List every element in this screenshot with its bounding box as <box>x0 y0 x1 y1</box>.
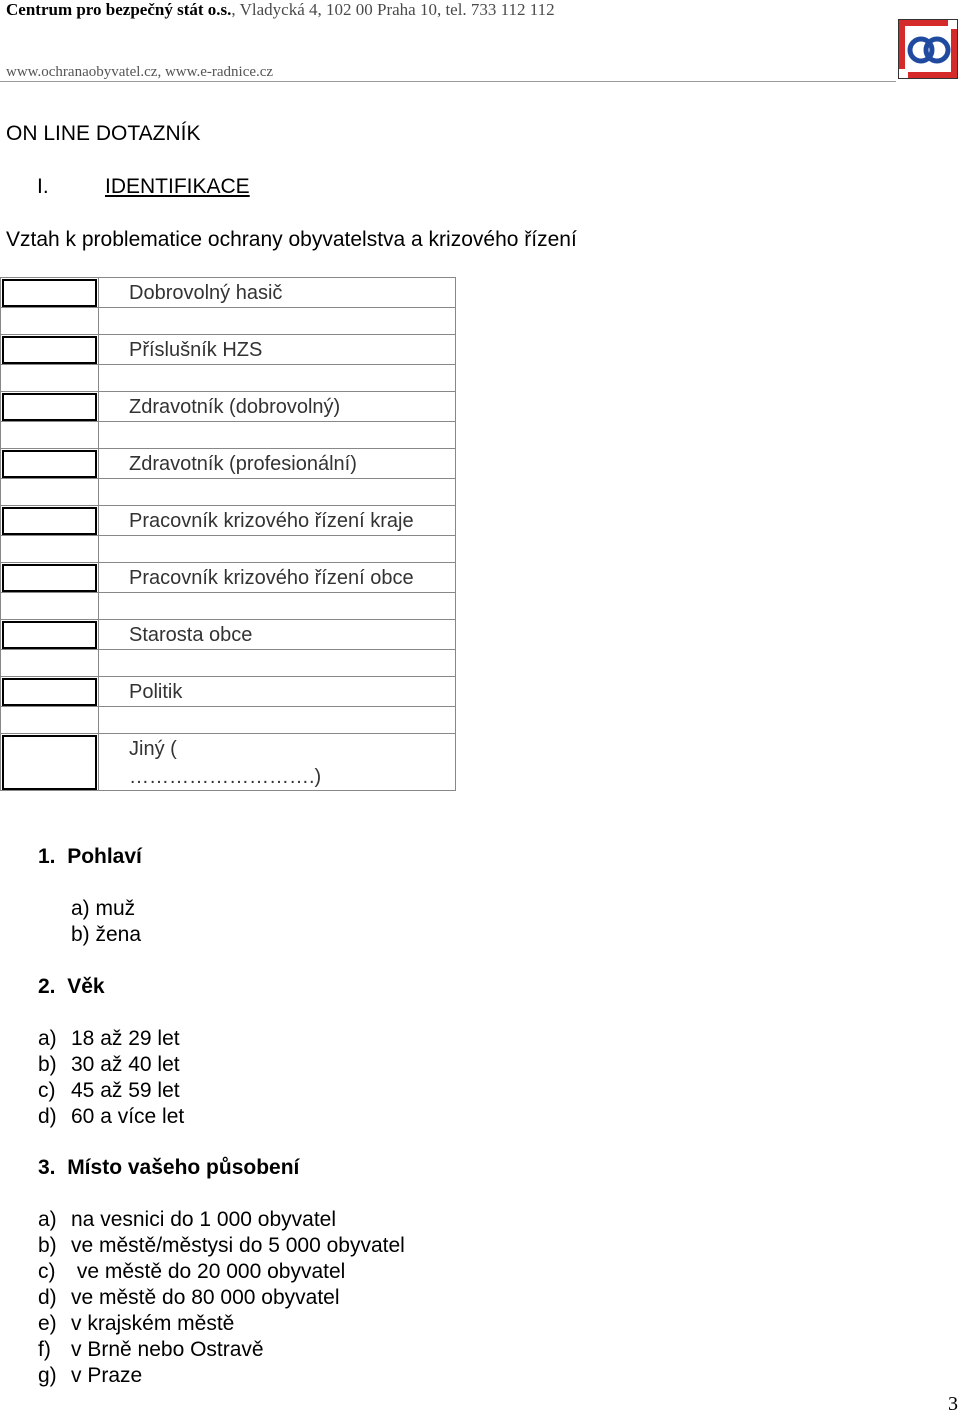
question-title: Pohlaví <box>67 845 142 868</box>
role-label: Zdravotník (dobrovolný) <box>98 392 456 421</box>
table-spacer-row <box>1 707 456 734</box>
role-checkbox-other[interactable] <box>2 735 97 790</box>
question-number: 3. <box>38 1156 56 1179</box>
role-label: Starosta obce <box>98 620 456 649</box>
co-logo-icon <box>898 19 958 79</box>
role-row <box>1 620 456 650</box>
role-label: Příslušník HZS <box>98 335 456 364</box>
other-role-blank: ……………………….) <box>129 766 322 788</box>
role-row <box>1 677 456 707</box>
role-label: Zdravotník (profesionální) <box>98 449 456 478</box>
role-label: Pracovník krizového řízení kraje <box>98 506 456 535</box>
table-spacer-row <box>1 650 456 677</box>
question-3-option[interactable]: b) ve městě/městysi do 5 000 obyvatel <box>38 1234 405 1257</box>
question-3-option[interactable]: e) v krajském městě <box>38 1312 235 1335</box>
role-row <box>1 449 456 479</box>
question-title: Místo vašeho působení <box>67 1156 300 1179</box>
header-organization <box>6 0 555 20</box>
question-title: Věk <box>67 975 105 998</box>
other-role-prefix: Jiný ( <box>129 738 177 760</box>
question-3-option[interactable]: g) v Praze <box>38 1364 143 1387</box>
question-1-option[interactable]: b) žena <box>71 923 142 946</box>
question-2-option[interactable]: c) 45 až 59 let <box>38 1079 180 1102</box>
role-checkbox[interactable] <box>2 678 97 706</box>
question-3-option[interactable]: d) ve městě do 80 000 obyvatel <box>38 1286 340 1309</box>
question-3-option[interactable]: f) v Brně nebo Ostravě <box>38 1338 264 1361</box>
question-number: 1. <box>38 845 56 868</box>
role-checkbox[interactable] <box>2 564 97 592</box>
header-divider <box>0 81 896 82</box>
question-1-heading <box>38 845 142 869</box>
role-row <box>1 563 456 593</box>
table-spacer-row <box>1 593 456 620</box>
organization-name: Centrum pro bezpečný stát o.s. <box>6 0 232 19</box>
table-spacer-row <box>1 536 456 563</box>
question-number: 2. <box>38 975 56 998</box>
question-3-heading <box>38 1156 299 1180</box>
role-row <box>1 335 456 365</box>
question-2-heading <box>38 975 105 999</box>
section-number: I. <box>37 175 49 198</box>
table-spacer-row <box>1 422 456 449</box>
section-heading <box>37 175 250 199</box>
role-checkbox[interactable] <box>2 393 97 421</box>
question-1-option[interactable]: a) muž <box>71 897 136 920</box>
table-spacer-row <box>1 365 456 392</box>
role-label-other <box>98 734 456 790</box>
question-3-option[interactable]: c) ve městě do 20 000 obyvatel <box>38 1260 346 1283</box>
question-3-option[interactable]: a) na vesnici do 1 000 obyvatel <box>38 1208 337 1231</box>
table-spacer-row <box>1 479 456 506</box>
role-checkbox[interactable] <box>2 279 97 307</box>
section-name: IDENTIFIKACE <box>105 175 250 198</box>
roles-table <box>0 277 456 791</box>
question-2-option[interactable]: b) 30 až 40 let <box>38 1053 180 1076</box>
role-label: Dobrovolný hasič <box>98 278 456 307</box>
role-row <box>1 392 456 422</box>
question-2-option[interactable]: d) 60 a více let <box>38 1105 185 1128</box>
role-row <box>1 278 456 308</box>
page-title: ON LINE DOTAZNÍK <box>6 122 201 145</box>
role-checkbox[interactable] <box>2 507 97 535</box>
table-spacer-row <box>1 308 456 335</box>
role-label: Pracovník krizového řízení obce <box>98 563 456 592</box>
page-number: 3 <box>948 1393 958 1415</box>
organization-address: , Vladycká 4, 102 00 Praha 10, tel. 733 112 112 <box>231 0 555 19</box>
role-row-other <box>1 734 456 791</box>
role-label: Politik <box>98 677 456 706</box>
question-2-option[interactable]: a) 18 až 29 let <box>38 1027 180 1050</box>
header-websites: www.ochranaobyvatel.cz, www.e-radnice.cz <box>6 64 274 80</box>
role-checkbox[interactable] <box>2 450 97 478</box>
role-checkbox[interactable] <box>2 621 97 649</box>
role-checkbox[interactable] <box>2 336 97 364</box>
section-subtitle: Vztah k problematice ochrany obyvatelstva a krizového řízení <box>6 228 577 251</box>
role-row <box>1 506 456 536</box>
